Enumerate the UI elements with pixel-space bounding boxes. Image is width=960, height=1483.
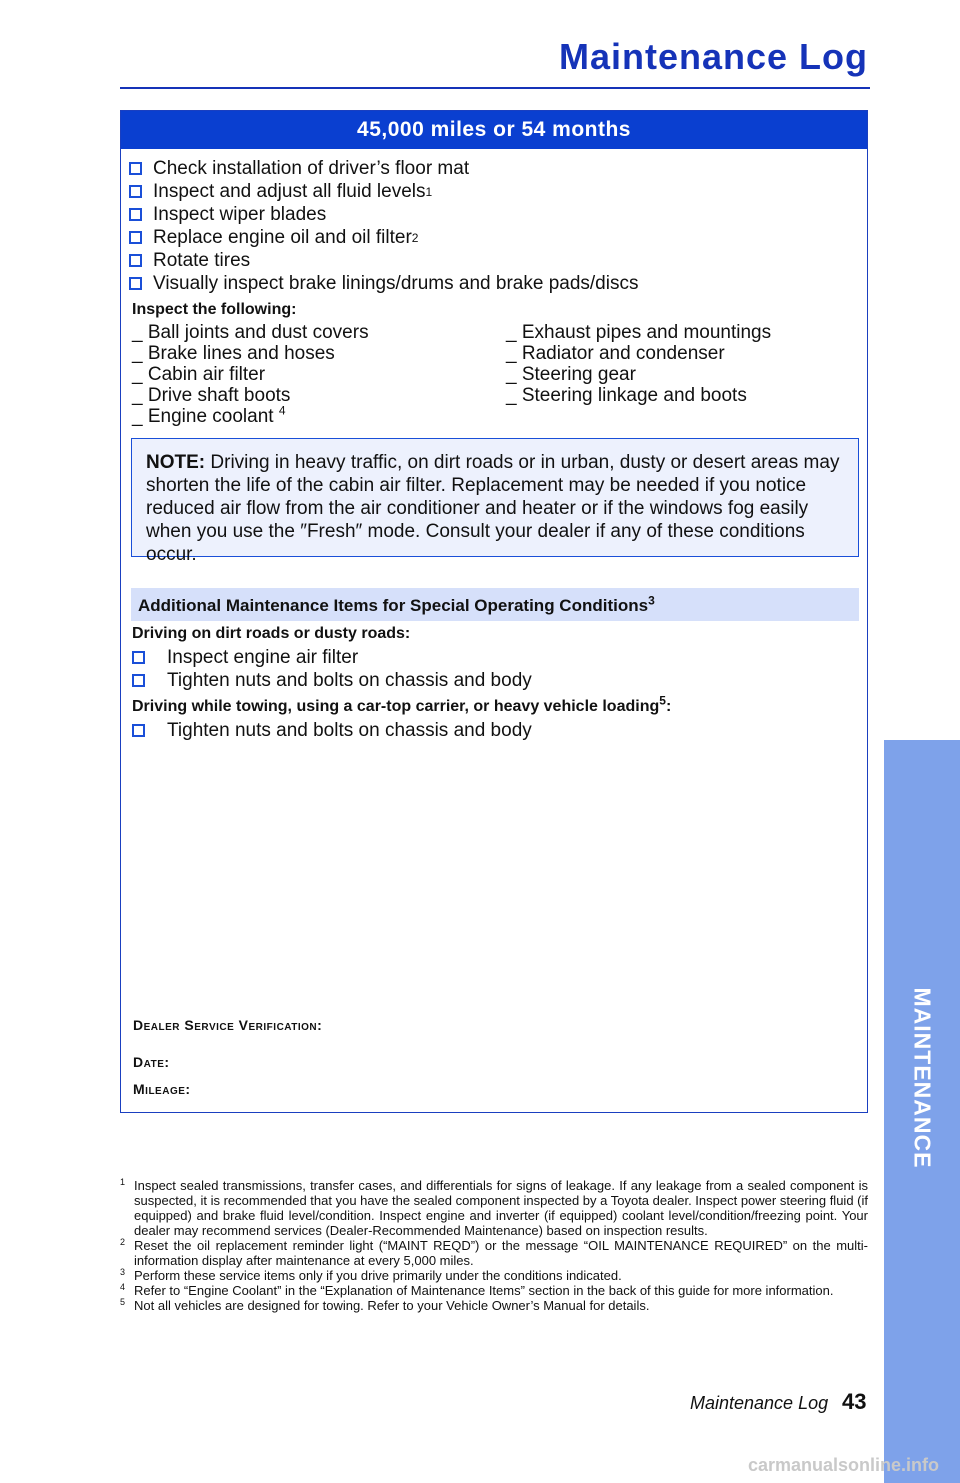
inspect-item: _ Radiator and condenser: [506, 343, 725, 364]
checkbox-icon[interactable]: [129, 162, 142, 175]
section-tab-label: MAINTENANCE: [909, 987, 936, 1169]
checklist-item[interactable]: [129, 157, 638, 180]
condition-heading: Driving on dirt roads or dusty roads:: [132, 625, 411, 642]
footnote: 3 Perform these service items only if you drive primarily under the conditions indicated.: [120, 1267, 622, 1283]
checklist-item-label: Tighten nuts and bolts on chassis and body: [167, 669, 532, 691]
checkbox-icon[interactable]: [129, 277, 142, 290]
checklist-item-label: Inspect wiper blades: [153, 203, 327, 225]
service-checklist: [129, 157, 638, 295]
inspect-item: _ Steering gear: [506, 364, 636, 385]
checklist-item-label: Inspect and adjust all fluid levels: [153, 180, 426, 202]
page-number: 43: [842, 1389, 867, 1414]
checkbox-icon[interactable]: [132, 674, 145, 687]
inspect-list-right: [506, 322, 771, 406]
inspect-item: _ Drive shaft boots: [132, 385, 291, 406]
footnotes: [120, 1178, 868, 1313]
checklist-item-label: Inspect engine air filter: [167, 646, 359, 668]
condition-heading: Driving while towing, using a car-top carrier, or heavy vehicle loading$^5$:: [132, 693, 672, 715]
checkbox-icon[interactable]: [129, 185, 142, 198]
checklist-item-label: Visually inspect brake linings/drums and brake pads/discs: [153, 272, 639, 294]
checkbox-icon[interactable]: [129, 231, 142, 244]
watermark: carmanualsonline.info: [748, 1455, 940, 1475]
footnote: 4 Refer to “Engine Coolant” in the “Explanation of Maintenance Items” section in the back of this guide for more information.: [120, 1282, 834, 1298]
checklist-item-label: Check installation of driver’s floor mat: [153, 157, 470, 179]
checkbox-icon[interactable]: [132, 724, 145, 737]
checklist-item-label: Tighten nuts and bolts on chassis and body: [167, 719, 532, 741]
inspect-heading: Inspect the following:: [132, 301, 297, 318]
checklist-item-label: Replace engine oil and oil filter: [153, 226, 412, 248]
checkbox-icon[interactable]: [132, 651, 145, 664]
checkbox-icon[interactable]: [129, 254, 142, 267]
inspect-item: _ Brake lines and hoses: [132, 343, 335, 364]
checkbox-icon[interactable]: [129, 208, 142, 221]
header-rule: [120, 87, 870, 89]
checklist-item[interactable]: [129, 272, 638, 295]
checklist-item-label: Rotate tires: [153, 249, 251, 271]
interval-banner: 45,000 miles or 54 months: [121, 111, 867, 149]
checklist-item[interactable]: [132, 719, 532, 742]
section-tab[interactable]: [884, 740, 960, 1483]
inspect-list-left: [132, 322, 369, 427]
date-label: Date:: [133, 1054, 170, 1070]
checklist-item[interactable]: Inspect and adjust all fluid levels 1: [129, 180, 638, 203]
inspect-item: _ Exhaust pipes and mountings: [506, 322, 772, 343]
checklist-item[interactable]: Replace engine oil and oil filter 2: [129, 226, 638, 249]
footer-section-label: Maintenance Log: [690, 1393, 829, 1413]
checklist-item[interactable]: [129, 203, 638, 226]
inspect-item: _ Ball joints and dust covers: [132, 322, 369, 343]
maintenance-log-card: [120, 110, 868, 1113]
checklist-item[interactable]: [132, 646, 532, 669]
checklist-item[interactable]: [132, 669, 532, 692]
footnote-ref: 3: [648, 593, 655, 608]
note-label: NOTE:: [146, 452, 206, 473]
inspect-item: _ Engine coolant $^4$: [132, 403, 286, 427]
mileage-label: Mileage:: [133, 1081, 191, 1097]
condition-items: [132, 646, 532, 692]
additional-maintenance-heading: Additional Maintenance Items for Special Operating Conditions$^3$: [131, 588, 859, 621]
note-box: [131, 438, 859, 565]
footnote: 1 Inspect sealed transmissions, transfer cases, and differentials for signs of leakage. If any leakage from a sealed component is suspected, it is recommended that you have the sealed component inspected by a Toyota dealer. Inspect power steering fluid (if equipped) and brake fluid level/condition. Inspect engine and inverter (if equipped) coolant level/condition/freezing point. Your dealer may recommend services (Dealer-Recommended Maintenance) based on inspection results.: [120, 1177, 868, 1238]
inspect-item: _ Steering linkage and boots: [506, 385, 747, 406]
footnote: 5 Not all vehicles are designed for towing. Refer to your Vehicle Owner’s Manual for details.: [120, 1297, 650, 1313]
condition-items: [132, 719, 532, 742]
footnote: 2 Reset the oil replacement reminder light (“MAINT REQD”) or the message “OIL MAINTENANCE REQUIRED” on the multi-information display after maintenance at every 5,000 miles.: [120, 1237, 868, 1268]
inspect-item: _ Cabin air filter: [132, 364, 266, 385]
page-title: Maintenance Log: [558, 36, 868, 77]
dealer-verification-label: Dealer Service Verification:: [133, 1017, 323, 1033]
checklist-item[interactable]: [129, 249, 638, 272]
note-text: Driving in heavy traffic, on dirt roads or in urban, dusty or desert areas may shorten the life of the cabin air filter. Replacement may be needed if you notice reduced air flow from the air conditioner and heater or if the windows fog easily when you use the ″Fresh″ mode. Consult your dealer if any of these conditions occur.: [146, 452, 840, 565]
